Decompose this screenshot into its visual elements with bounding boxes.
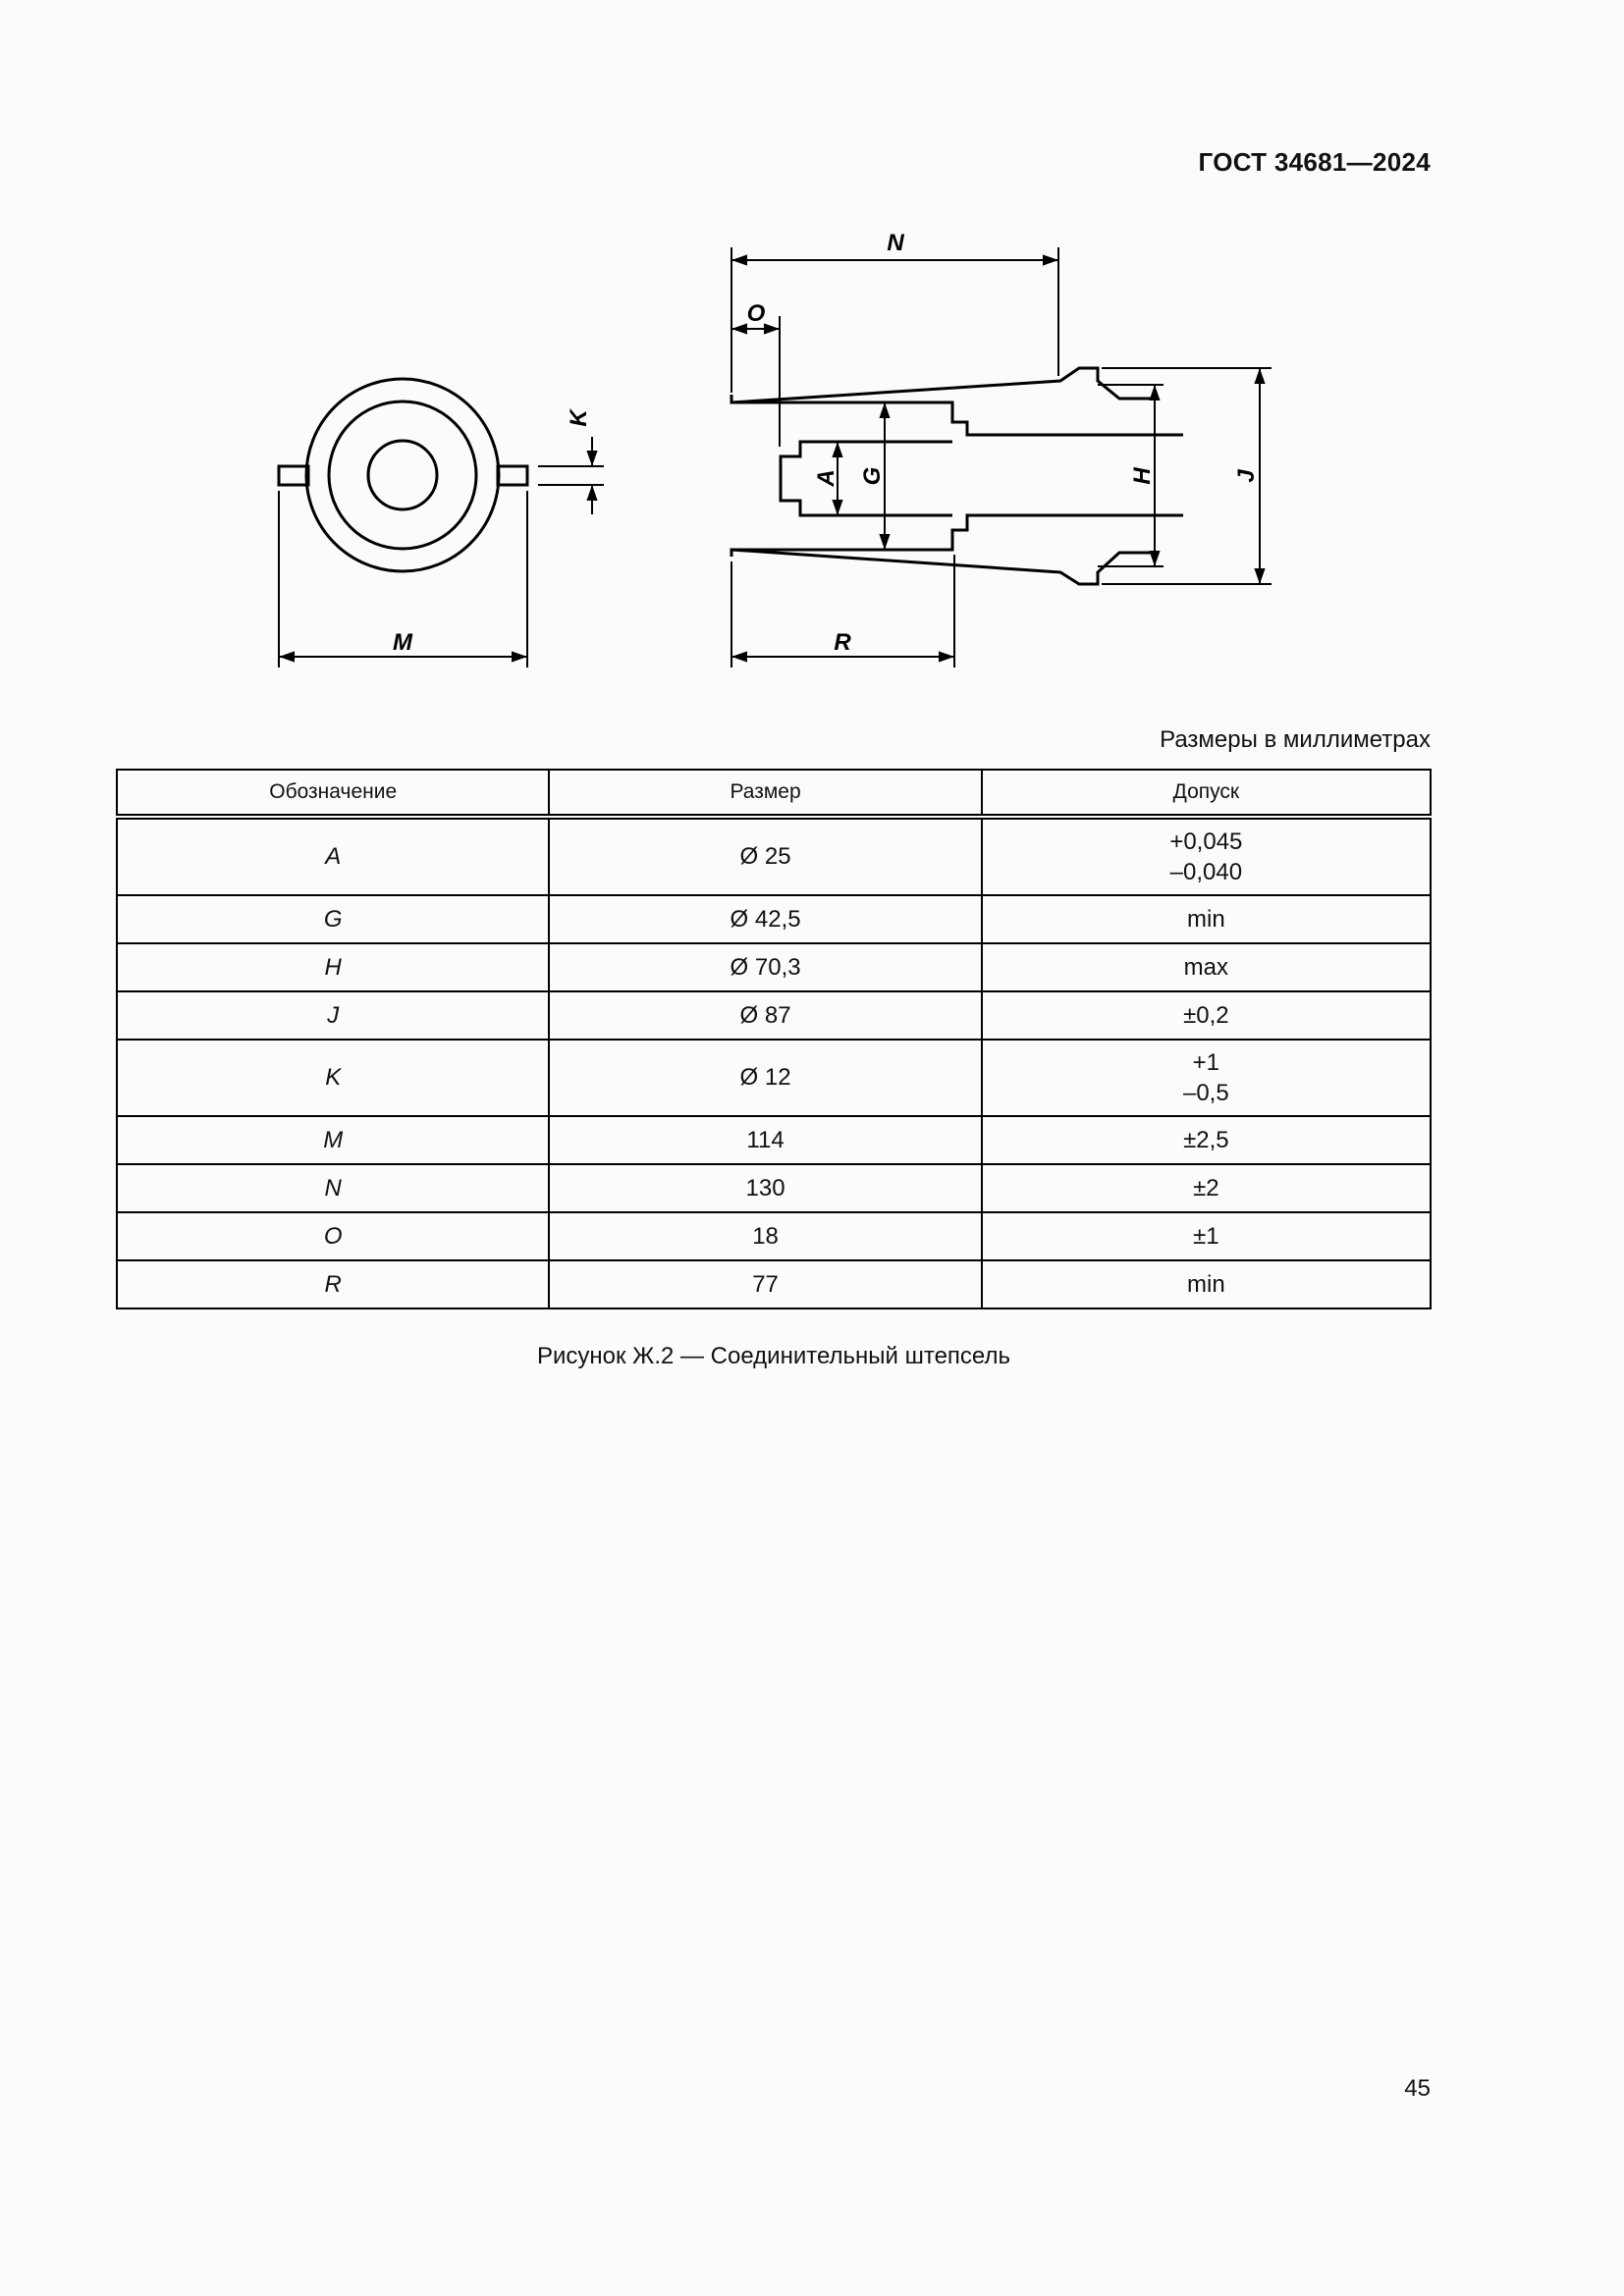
page-number: 45 bbox=[1404, 2075, 1431, 2102]
tolerance-cell: ±2 bbox=[982, 1164, 1431, 1212]
symbol-cell: O bbox=[117, 1212, 549, 1260]
bottom-inner-contour bbox=[731, 515, 1183, 550]
tolerance-upper: +1 bbox=[1192, 1049, 1220, 1076]
size-cell: 77 bbox=[549, 1260, 981, 1308]
tolerance-upper: +0,045 bbox=[1169, 828, 1243, 855]
symbol-cell: J bbox=[117, 991, 549, 1040]
inner-bore bbox=[368, 441, 437, 509]
left-pin bbox=[279, 466, 308, 485]
tolerance-cell bbox=[982, 817, 1431, 895]
size-cell: 114 bbox=[549, 1116, 981, 1164]
symbol-cell: R bbox=[117, 1260, 549, 1308]
label-j: J bbox=[1233, 469, 1260, 483]
table-row bbox=[117, 1212, 1431, 1260]
label-a: A bbox=[813, 469, 839, 487]
size-cell: Ø 42,5 bbox=[549, 895, 981, 943]
label-o: O bbox=[746, 300, 766, 327]
tolerance-cell: ±2,5 bbox=[982, 1116, 1431, 1164]
label-r: R bbox=[834, 629, 851, 656]
symbol-cell: A bbox=[117, 817, 549, 895]
table-row bbox=[117, 1040, 1431, 1116]
top-outer-contour bbox=[731, 368, 1154, 402]
tolerance-cell: min bbox=[982, 1260, 1431, 1308]
size-cell: 130 bbox=[549, 1164, 981, 1212]
table-row bbox=[117, 895, 1431, 943]
figure-caption: Рисунок Ж.2 — Соединительный штепсель bbox=[536, 1343, 1010, 1369]
header-symbol: Обозначение bbox=[117, 770, 549, 817]
middle-ring bbox=[329, 401, 476, 549]
tolerance-cell: ±0,2 bbox=[982, 991, 1431, 1040]
symbol-cell: H bbox=[117, 943, 549, 991]
label-m: M bbox=[393, 629, 412, 656]
label-h: H bbox=[1129, 467, 1156, 485]
connector-plug-drawing bbox=[0, 0, 1624, 707]
header-size: Размер bbox=[549, 770, 981, 817]
symbol-cell: G bbox=[117, 895, 549, 943]
label-g: G bbox=[859, 466, 886, 486]
side-view-dimensions bbox=[731, 247, 1272, 667]
tolerance-cell: ±1 bbox=[982, 1212, 1431, 1260]
label-k: K bbox=[566, 409, 592, 427]
tolerance-lower: –0,5 bbox=[1182, 1080, 1229, 1106]
side-view bbox=[731, 368, 1183, 584]
table-row bbox=[117, 1260, 1431, 1308]
front-view bbox=[279, 379, 527, 571]
header-tolerance: Допуск bbox=[982, 770, 1431, 817]
table-row bbox=[117, 1164, 1431, 1212]
bottom-outer-contour bbox=[731, 550, 1154, 584]
size-cell: Ø 25 bbox=[549, 817, 981, 895]
tolerance-cell bbox=[982, 1040, 1431, 1116]
table-row bbox=[117, 943, 1431, 991]
table-row bbox=[117, 1116, 1431, 1164]
dimensions-table bbox=[116, 769, 1432, 1309]
table-row bbox=[117, 817, 1431, 895]
standard-header: ГОСТ 34681—2024 bbox=[1198, 147, 1431, 177]
symbol-cell: M bbox=[117, 1116, 549, 1164]
top-inner-contour bbox=[731, 402, 1183, 435]
table-row bbox=[117, 991, 1431, 1040]
size-cell: Ø 70,3 bbox=[549, 943, 981, 991]
size-cell: 18 bbox=[549, 1212, 981, 1260]
tolerance-lower: –0,040 bbox=[1169, 859, 1243, 885]
units-note: Размеры в миллиметрах bbox=[1160, 726, 1431, 753]
symbol-cell: N bbox=[117, 1164, 549, 1212]
symbol-cell: K bbox=[117, 1040, 549, 1116]
label-n: N bbox=[887, 230, 904, 256]
table-header-row bbox=[117, 770, 1431, 817]
tolerance-cell: max bbox=[982, 943, 1431, 991]
outer-ring bbox=[306, 379, 499, 571]
right-pin bbox=[498, 466, 527, 485]
tolerance-cell: min bbox=[982, 895, 1431, 943]
size-cell: Ø 12 bbox=[549, 1040, 981, 1116]
size-cell: Ø 87 bbox=[549, 991, 981, 1040]
